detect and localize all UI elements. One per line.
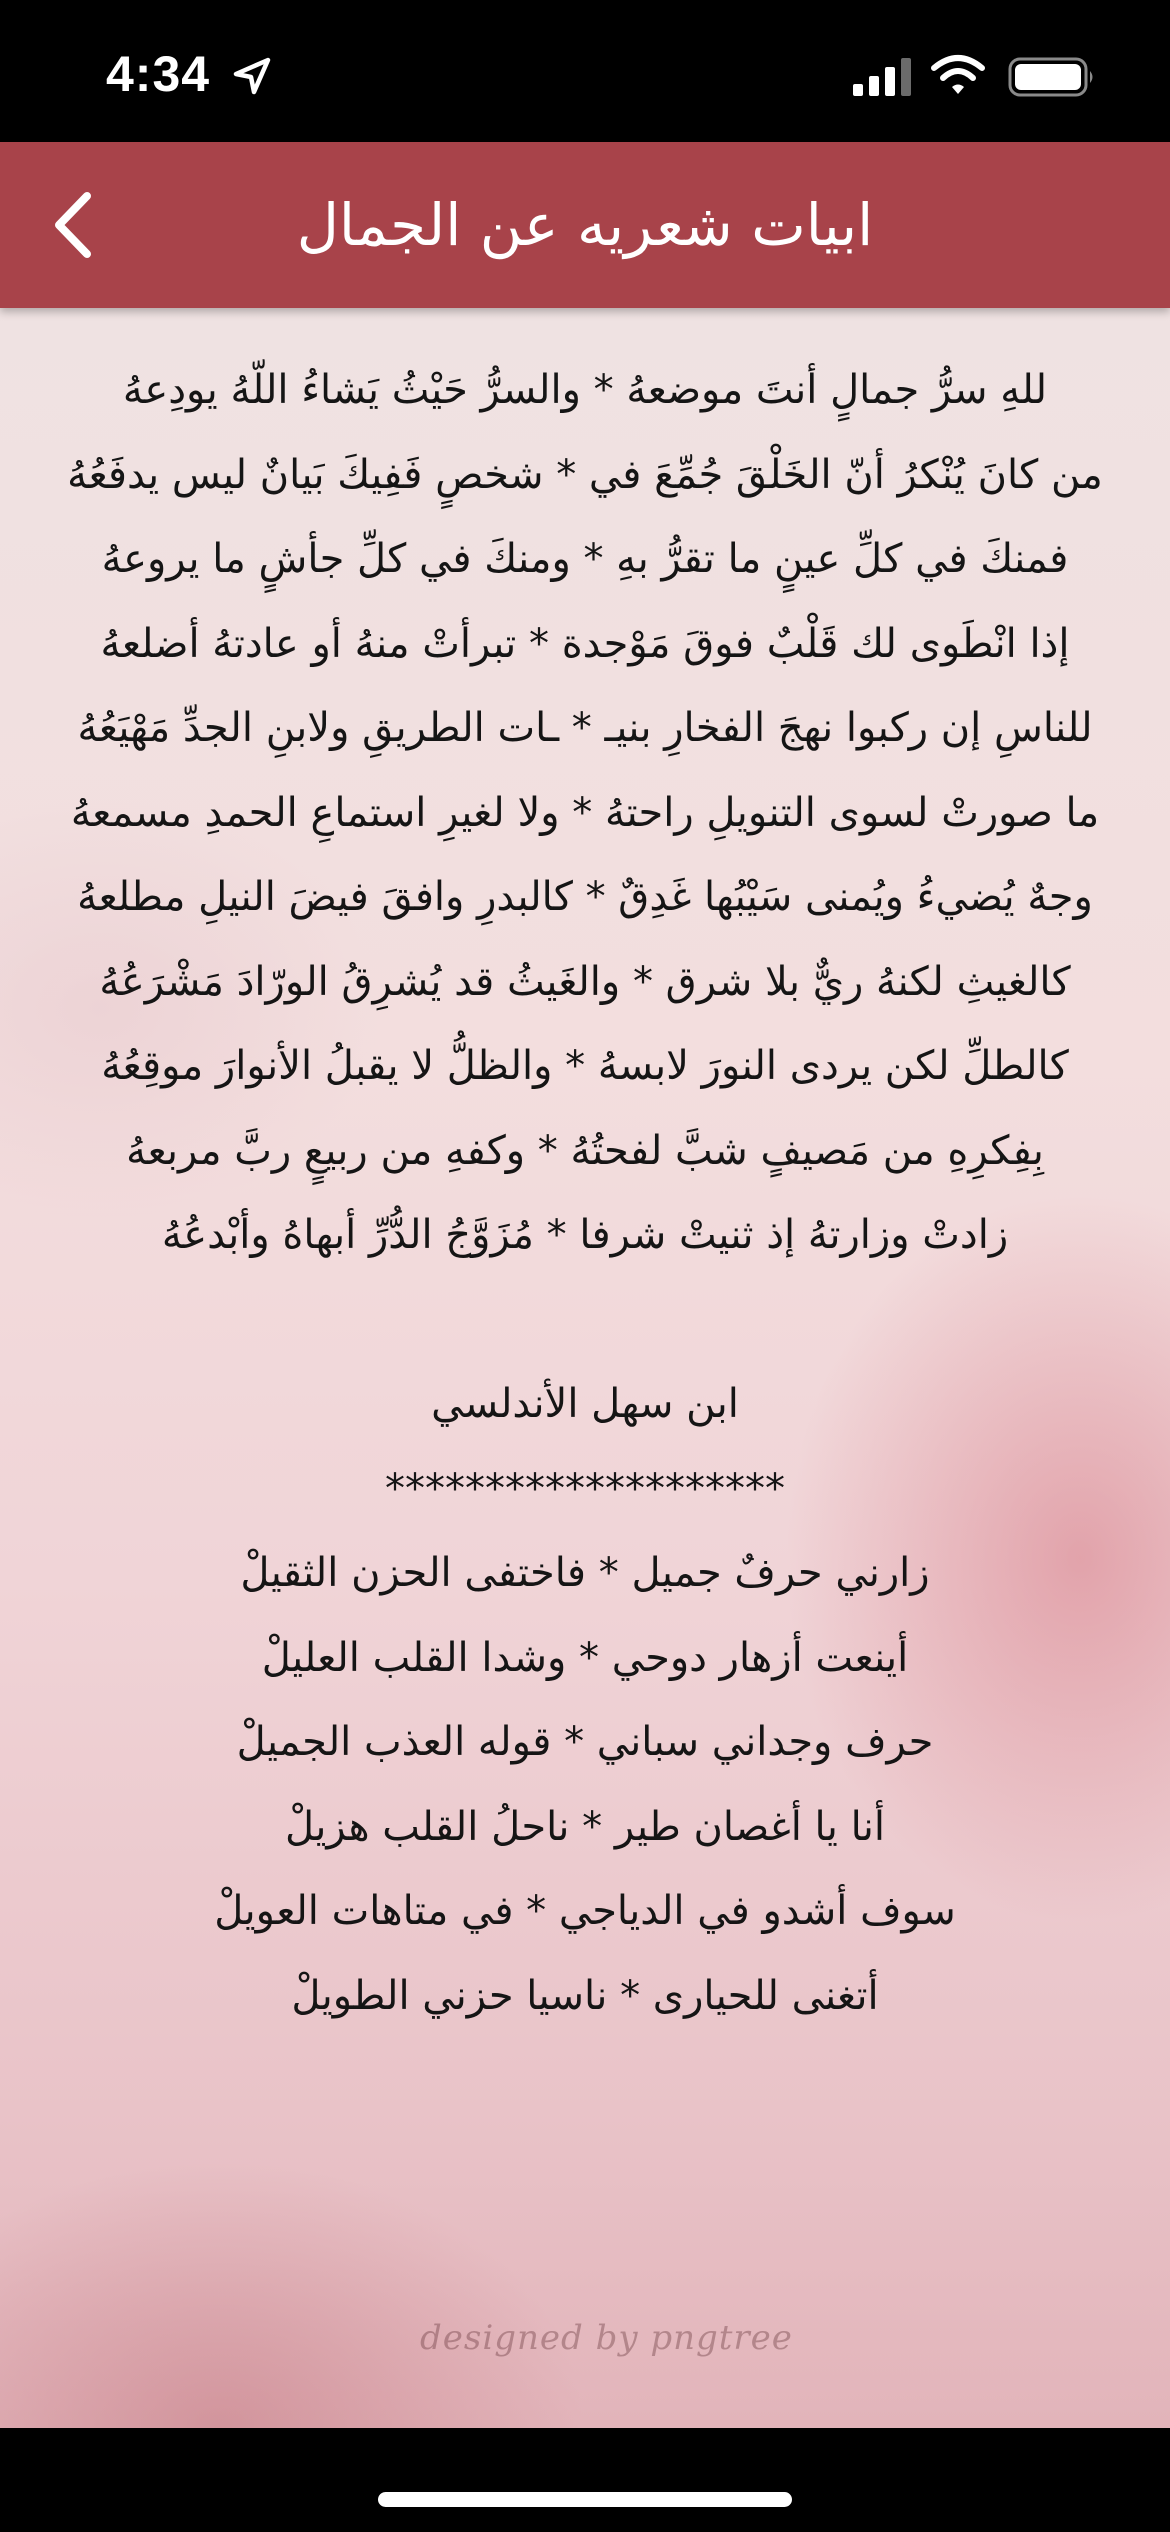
navigation-header [0,142,1170,308]
poem-line: ما صورتْ لسوى التنويلِ راحتهُ * ولا لغيرِ استماعِ الحمدِ مسمعهُ [70,789,1100,836]
poem-line: فمنكَ في كلِّ عينٍ ما تقرُّ بهِ * ومنكَ في كلِّ جأشٍ ما يروعهُ [101,536,1069,582]
blank-line [30,1278,1140,1363]
poem-line: أينعت أزهار دوحي * وشدا القلب العليلْ [261,1634,909,1681]
poem-separator: ******************** [385,1465,785,1512]
poem-line: سوف أشدو في الدياجي * في متاهات العويلْ [214,1888,956,1934]
poem-line: للهِ سرُّ جمالٍ أنتَ موضعهُ * والسرُّ حَيْثُ يَشاءُ اللّهُ يودِعهُ [122,367,1048,413]
background-watermark: designed by pngtree [420,2318,793,2358]
page-title: ابيات شعريه عن الجمال [296,191,874,259]
poem-line: من كانَ يُنْكرُ أنّ الخَلْقَ جُمِّعَ في * شخصٍ فَفِيكَ بَيانٌ ليس يدفَعُهُ [67,451,1103,498]
poem-content[interactable] [0,308,1170,2428]
poem-line: للناسِ إن ركبوا نهجَ الفخارِ بنيـ * ـات الطريقِ ولابنِ الجدِّ مَهْيَعُهُ [77,705,1093,751]
poem-author: ابن سهل الأندلسي [431,1381,739,1427]
poem-line: زارني حرفٌ جميل * فاختفى الحزن الثقيلْ [240,1550,930,1596]
cellular-signal-icon [853,58,911,96]
poem-line: بِفِكرِهِ من مَصيفٍ شبَّ لفحتُهُ * وكفهِ من ربيعٍ ربَّ مربعهُ [126,1127,1044,1174]
poem-line: وجهٌ يُضيءُ ويُمنى سَيْبُها غَدِقٌ * كالبدرِ وافقَ فيضَ النيلِ مطلعهُ [77,874,1093,920]
chevron-left-icon [51,190,95,260]
battery-icon [1008,56,1096,98]
poem-text [30,348,1140,2038]
location-arrow-icon [232,56,272,96]
poem-line: زادتْ وزارتهُ إذ ثنيتْ شرفا * مُزَوَّجُ الدُّرِّ أبهاهُ وأبْدعُهُ [161,1212,1009,1258]
poem-line: أتغنى للحيارى * ناسيا حزني الطويلْ [291,1972,879,2019]
status-bar [0,0,1170,142]
poem-line: حرف وجداني سباني * قوله العذب الجميلْ [236,1719,934,1765]
poem-line: كالطلِّ لكن يردى النورَ لابسهُ * والظلُّ لا يقبلُ الأنوارَ موقِعُهُ [101,1043,1069,1089]
status-time: 4:34 [106,46,211,102]
poem-line: إذا انْطَوى لك قَلْبٌ فوقَ مَوْجدة * تبرأتْ منهُ أو عادتهُ أضلعهُ [100,620,1070,667]
poem-line: أنا يا أغصان طير * ناحلُ القلب هزيلْ [285,1803,885,1850]
home-indicator[interactable] [378,2492,792,2507]
back-button[interactable] [30,182,116,268]
wifi-icon [930,54,986,96]
home-indicator-area [0,2428,1170,2532]
poem-line: كالغيثِ لكنهُ ريٌّ بلا شرق * والغَيثُ قد يُشرِقُ الورّادَ مَشْرَعُهُ [99,958,1071,1005]
